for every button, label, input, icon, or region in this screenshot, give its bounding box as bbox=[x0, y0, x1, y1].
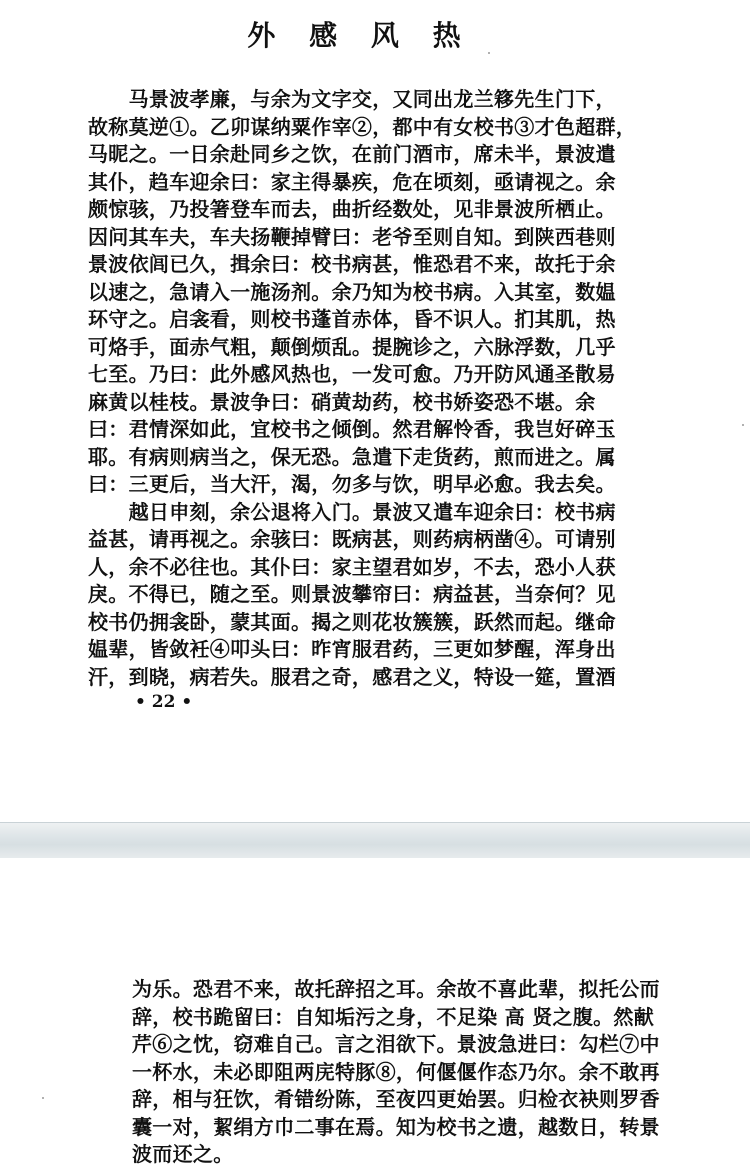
text-line: 耶。有病则病当之，保无恐。急遣下走货药，煎而进之。属 bbox=[88, 444, 616, 469]
text-line: 可烙手，面赤气粗，颠倒烦乱。提腕诊之，六脉浮数，几乎 bbox=[88, 334, 616, 359]
text-line: 颇惊骇，乃投箸登车而去，曲折经数处，见非景波所栖止。 bbox=[88, 197, 616, 221]
text-line: 为乐。恐君不来，故托辞招之耳。余故不喜此辈，拟托公而 bbox=[132, 977, 660, 1001]
text-line: 曰：三更后，当大汗，渴，勿多与饮，明早必愈。我去矣。 bbox=[88, 472, 616, 496]
speck-mark bbox=[488, 52, 490, 54]
page-number: • 22 • bbox=[135, 692, 193, 712]
text-line: 七至。乃曰：此外感风热也，一发可愈。乃开防风通圣散易 bbox=[88, 362, 616, 386]
speck-mark bbox=[742, 424, 744, 426]
page-divider bbox=[0, 822, 750, 860]
text-line: 校书仍拥衾卧，蒙其面。揭之则花妆簇簇，跃然而起。继命 bbox=[88, 609, 616, 634]
text-line: 其仆，趋车迎余曰：家主得暴疾，危在顷刻，亟请视之。余 bbox=[88, 169, 616, 194]
text-line: 芹⑥之忱，窃难自己。言之泪欲下。景波急进曰：勾栏⑦中 bbox=[132, 1032, 660, 1056]
text-line: 曰：君情深如此，宜校书之倾倒。然君解怜香，我岂好碎玉 bbox=[88, 417, 616, 441]
text-line: 以速之，急请入一施汤剂。余乃知为校书病。入其室，数媪 bbox=[88, 279, 616, 304]
book-page-bottom bbox=[0, 858, 750, 1167]
text-line: 波而还之。 bbox=[132, 1142, 234, 1166]
text-line: 汗，到晓，病若失。服君之奇，感君之义，特设一筵，置酒 bbox=[88, 664, 616, 689]
text-line: 因问其车夫，车夫扬鞭掉臂曰：老爷至则自知。到陕西巷则 bbox=[88, 224, 616, 249]
chapter-title: 外 感 风 热 bbox=[247, 19, 473, 52]
text-line: 麻黄以桂枝。景波争曰：硝黄劫药，校书娇姿恐不堪。余 bbox=[88, 389, 596, 414]
body-text-top bbox=[88, 86, 648, 691]
text-line: 辞，校书跪留曰：自知垢污之身，不足染 高 贤之腹。然献 bbox=[132, 1004, 655, 1029]
text-line: 环守之。启衾看，则校书蓬首赤体，昏不识人。扪其肌，热 bbox=[88, 307, 616, 331]
text-line: 一杯水，未必即阻两庑特豚⑧，何偃偃作态乃尔。余不敢再 bbox=[132, 1059, 660, 1084]
text-line: 人，余不必往也。其仆曰：家主望君如岁，不去，恐小人获 bbox=[88, 554, 616, 579]
text-line: 辞，相与狂饮，肴错纷陈，至夜四更始罢。归检衣袂则罗香 bbox=[132, 1087, 660, 1111]
speck-mark bbox=[42, 1097, 44, 1099]
text-line: 马景波孝廉，与余为文字交，又同出龙兰簃先生门下， bbox=[88, 87, 616, 111]
text-line: 囊一对，絜绢方巾二事在焉。知为校书之遗，越数日，转景 bbox=[132, 1114, 660, 1139]
text-line: 戾。不得已，随之至。则景波攀帘曰：病益甚，当奈何？见 bbox=[88, 582, 616, 606]
text-line: 故称莫逆①。乙卯谋纳粟作宰②，都中有女校书③才色超群， bbox=[88, 114, 637, 139]
text-line: 越日申刻，余公退将入门。景波又遣车迎余曰：校书病 bbox=[88, 499, 616, 524]
body-text-bottom bbox=[132, 976, 687, 1169]
text-line: 马昵之。一日余赴同乡之饮，在前门酒市，席未半，景波遣 bbox=[88, 142, 616, 166]
text-line: 景波依闾已久，揖余曰：校书病甚，惟恐君不来，故托于余 bbox=[88, 252, 616, 276]
text-line: 媪辈，皆敛衽④叩头曰：昨宵服君药，三更如梦醒，浑身出 bbox=[88, 637, 616, 661]
text-line: 益甚，请再视之。余骇曰：既病甚，则药病柄凿④。可请别 bbox=[88, 527, 616, 551]
